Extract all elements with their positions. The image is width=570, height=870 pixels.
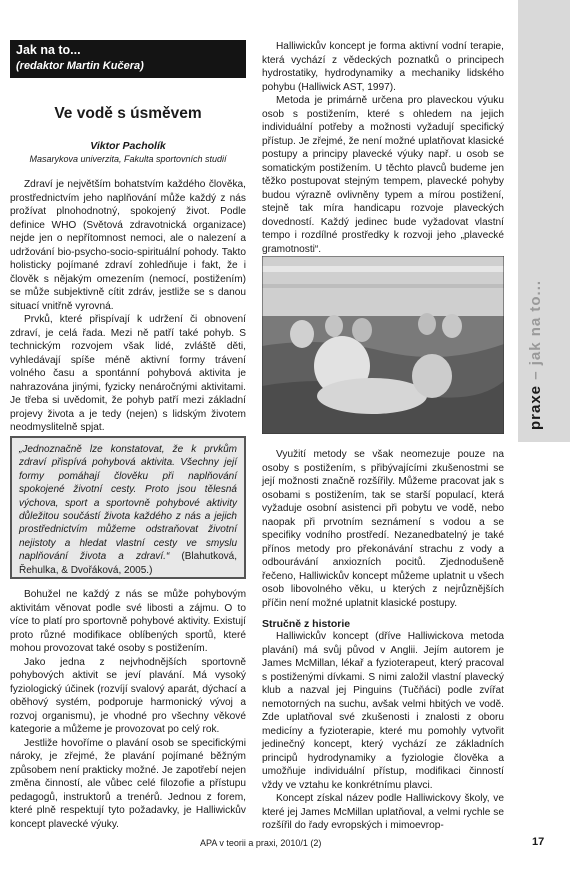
footer-journal: APA v teorii a praxi, 2010/1 (2) [200,838,322,848]
sidebar-band [518,0,570,442]
sidebar-label-rest: – jak na to... [527,279,544,385]
article-title: Ve vodě s úsměvem [54,105,202,122]
paragraph: Halliwickův koncept je forma aktivní vodní terapie, která vychází z vědeckých poznatků o principech hydrostatiky, hydrodynamiky a mechaniky lidského pohybu (Halliwick AST, 1997). [262,41,504,93]
article-author: Viktor Pacholík [90,140,166,152]
article-affiliation: Masarykova univerzita, Fakulta sportovních studií [29,154,227,164]
page-number: 17 [532,836,545,848]
history-heading: Stručně z historie [262,618,351,630]
paragraph: Koncept získal název podle Halliwickovy školy, ve které jej James McMillan uplatňoval, a velmi rychle se rozšířil do řady evropských i mimoevrop- [262,793,504,831]
right-text-bottom [262,448,504,833]
quote-citation: (Blahutková, Řehulka, & Dvořáková, 2005.) [19,551,237,576]
section-title: Jak na to... [16,43,81,57]
paragraph: Prvků, které přispívají k udržení či obnovení zdraví, je celá řada. Mezi ně patří také pohyb. S technickým rozvojem však lidé, zvláště děti, vyhledávají spíše méně aktivní formy trávení volného času a spontánní pohybová aktivita je nahrazována jinými, fyzicky nenáročnými aktivitami. Je třeba si uvědomit, že pohyb patří mezi základní projevy života a je tedy (nejen) s lidským životem neodmyslitelně spjat. [10,314,246,433]
swimming-pool-photo [262,256,504,434]
paragraph: Bohužel ne každý z nás se může pohybovým aktivitám věnovat podle své libosti a zájmu. O to více to platí pro sportovně pohybové aktivity. Existují proto různé modifikace oblíbených sportů, které mohou provozovat také osoby s postižením. [10,589,246,654]
sidebar [518,0,570,870]
section-editor: (redaktor Martin Kučera) [16,60,144,72]
sidebar-label-bold: praxe [527,384,544,430]
paragraph: Jestliže hovoříme o plavání osob se specifickými nároky, je zřejmé, že plavání pojímané běžným způsobem není prakticky možné. Je zapotřebí nejen změna činností, ale vůbec celé filozofie a přístupu pedagogů, instruktorů a trenérů. Jednou z forem, které plně respektují tyto požadavky, je Halliwickův koncept plavecké výuky. [10,737,246,830]
right-text-top [262,40,504,256]
paragraph: Zdraví je největším bohatstvím každého člověka, prostřednictvím jeho naplňování může každý z nás prožívat plnohodnotný, spokojený život. Podle definice WHO (Světová zdravotnická organizace) nejde jen o nepřítomnost nemoci, ale o nalezení a udržování bio-psycho-socio-spirituální pohody. Takto holisticky pojímané zdraví zohledňuje i fakt, že i člověk s nějakým omezením (nemocí, postižením) se může subjektivně cítit zdráv, jestliže se s danou situací vnitřně vyrovná. [10,179,246,312]
left-text-top [10,178,246,435]
quote-box [10,436,246,579]
left-text-bottom [10,588,246,831]
paragraph: Metoda je primárně určena pro plaveckou výuku osob s postižením, které s ohledem na jejich individuální potřeby a možnosti vyžadují specifický přístup. Je zřejmé, že není možné uplatňovat klasické postupy a principy plavecké výuky např. u osob se somatickým postižením. U těchto plavců budeme jen těžko postupovat stejným tempem, plavecké pohyby budou výrazně ovlivněny typem a mírou postižení, stejně tak míra handicapu rozvoje plaveckých dovedností. Každý jedinec bude vyžadovat vlastní tempo i rozdílné prostředky k rozvoji jeho „plavecké gramotnosti“. [262,95,504,255]
sidebar-label [527,280,544,430]
quote-text: „Jednoznačně lze konstatovat, že k prvkům zdraví přispívá pohybová aktivita. Všechny její formy pomáhají člověku při naplňování spokojené životní cesty. Proto jsou tělesná výchova, sport a sportovně pohybové aktivity důležitou součástí života každého z nás a jejich prostřednictvím můžeme odstraňovat životní nejistoty a hledat vlastní cesty ve smyslu naplňování života a zdraví.“ [19,444,237,563]
section-header [10,40,246,78]
paragraph: Halliwickův koncept (dříve Halliwickova metoda plavání) má svůj původ v Anglii. Jejím autorem je James McMillan, lékař a fyzioterapeut, který pracoval s postiženými dívkami. S nimi založil vlastní plavecký klub a nazval jej Pinguins (Tučňáci) podle zvířat nemotorných na suchu, avšak velmi hbitých ve vodě. Zde uplatňoval své zkušenosti i znalosti z oboru medicíny a fyzioterapie, které mu pomohly vytvořit jedinečný koncept, který vychází ze základních principů hydrodynamiky a fyziologie člověka a umožňuje individuální přístup, modifikaci činností vždy ve vztahu ke konkrétnímu plavci. [262,631,504,791]
paragraph: Využití metody se však neomezuje pouze na osoby s postižením, s přibývajícími zkušenostmi se její možnosti značně rozšířily. Můžeme pracovat jak s osobami s postižením, tak se starší populací, která vyžaduje osobní asistenci při pobytu ve vodě, nebo naopak při prvotním seznámení s vodou a se specifiky vodního prostředí. Nezanedbatelný je také přínos metody pro překonávání strachu z vody a odbourávání anxiozních pocitů. Zjednodušeně řečeno, Halliwickův koncept můžeme uplatnit u všech osob libovolného věku, u kterých z nejrůznějších příčin není možné uplatnit klasické postupy. [262,449,504,609]
paragraph: Jako jedna z nejvhodnějších sportovně pohybových aktivit se jeví plavání. Má vysoký fyziologický účinek (rozvíjí svalový aparát, dýchací a oběhový systém, podporuje harmonický vývoj a rozvoj organismu), je vhodné pro všechny věkové kategorie a můžeme je provozovat po celý rok. [10,656,246,735]
